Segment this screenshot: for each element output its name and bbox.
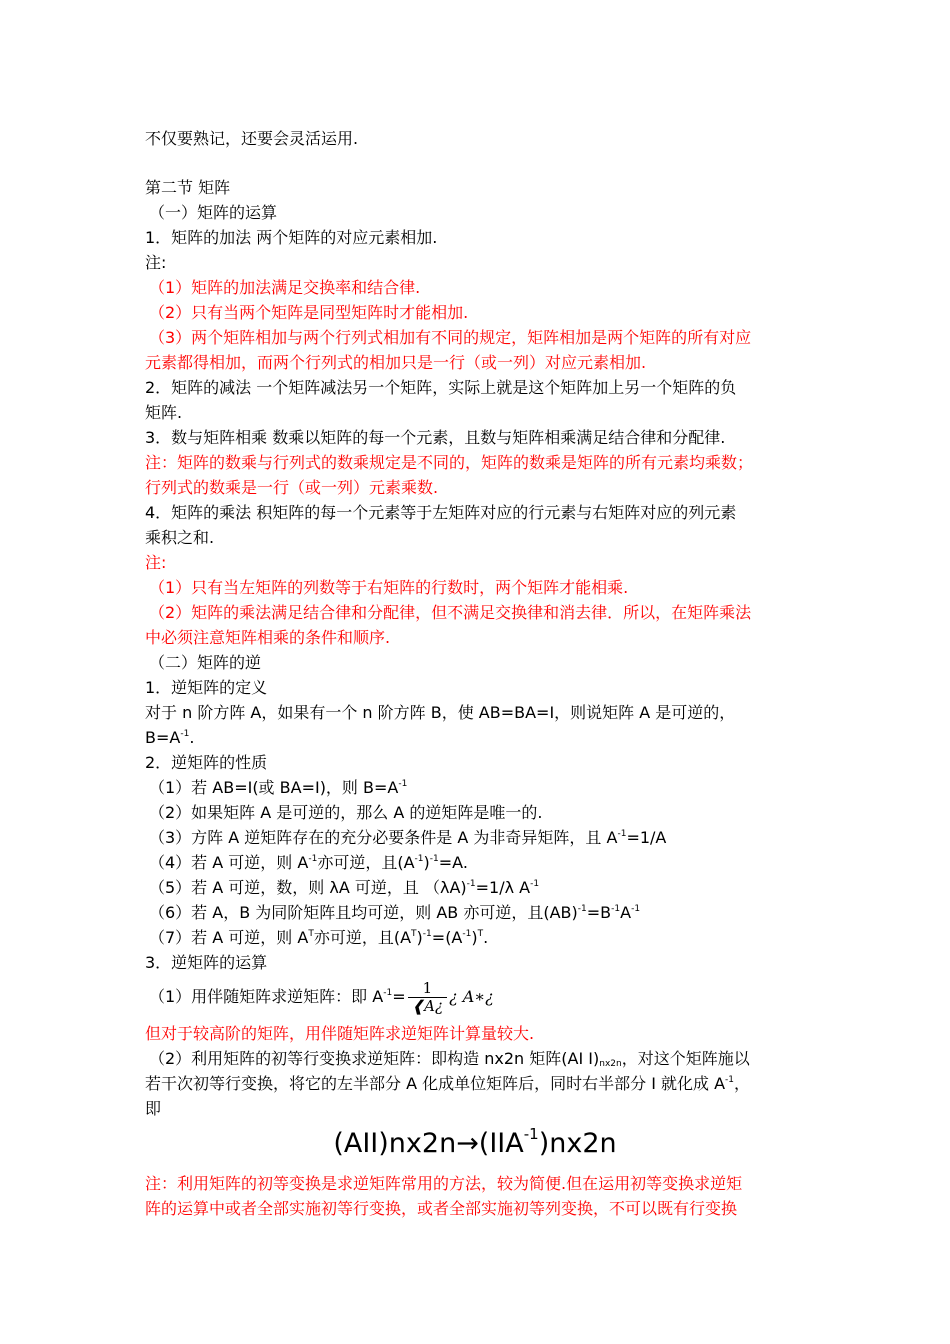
- subsection-heading-operations: （一）矩阵的运算: [149, 203, 278, 222]
- intro-text: 不仅要熟记，还要会灵活运用.: [145, 129, 359, 148]
- addition-title: 1．矩阵的加法 两个矩阵的对应元素相加.: [145, 228, 438, 247]
- scalar-title: 3．数与矩阵相乘 数乘以矩阵的每一个元素，且数与矩阵相乘满足结合律和分配律.: [145, 428, 726, 447]
- definition-title: 1．逆矩阵的定义: [145, 678, 268, 697]
- scalar-note-2: 行列式的数乘是一行（或一列）元素乘数.: [145, 478, 439, 497]
- subtraction-line-2: 矩阵.: [145, 403, 183, 422]
- row-transform-formula: $(AII)nx2n\to(IIA^{-1})nx2n$: [333, 1125, 617, 1159]
- final-note-2: 阵的运算中或者全部实施初等行变换，或者全部实施初等列变换，不可以既有行变换: [145, 1199, 738, 1218]
- properties-title: 2．逆矩阵的性质: [145, 753, 268, 772]
- final-note-1: 注：利用矩阵的初等变换是求逆矩阵常用的方法，较为简便.但在运用初等变换求逆矩: [145, 1174, 743, 1193]
- adjugate-method-note: 但对于较高阶的矩阵，用伴随矩阵求逆矩阵计算量较大.: [145, 1024, 535, 1043]
- multiplication-line-2: 乘积之和.: [145, 528, 215, 547]
- addition-note-1: （1）矩阵的加法满足交换率和结合律.: [149, 278, 421, 297]
- row-transform-line-3: 即: [145, 1099, 162, 1118]
- property-7: （7）若 A 可逆，则 $A^T$亦可逆，且$(A^T)^{-1}=(A^{-1})^T$.: [149, 928, 489, 947]
- multiplication-note-label: 注:: [145, 553, 167, 572]
- addition-note-3b: 元素都得相加，而两个行列式的相加只是一行（或一列）对应元素相加.: [145, 353, 647, 372]
- definition-line-2: $B=A^{-1}$.: [145, 728, 195, 747]
- addition-note-3a: （3）两个矩阵相加与两个行列式相加有不同的规定，矩阵相加是两个矩阵的所有对应: [149, 328, 752, 347]
- definition-line-1: 对于 n 阶方阵 A，如果有一个 n 阶方阵 B，使 AB=BA=I，则说矩阵 A 是可逆的，: [145, 703, 736, 722]
- row-transform-line-1: （2）利用矩阵的初等行变换求逆矩阵：即构造 nx2n 矩阵(AI $I)_{nx2n}$，对这个矩阵施以: [149, 1049, 750, 1069]
- property-4: （4）若 A 可逆，则 $A^{-1}$亦可逆，且$(A^{-1})^{-1}=A$.: [149, 853, 468, 872]
- addition-note-label: 注:: [145, 253, 167, 272]
- multiplication-line-1: 4．矩阵的乘法 积矩阵的每一个元素等于左矩阵对应的行元素与右矩阵对应的列元素: [145, 503, 737, 522]
- multiplication-note-1: （1）只有当左矩阵的列数等于右矩阵的行数时，两个矩阵才能相乘.: [149, 578, 629, 597]
- inverse-fraction: $\frac{1}{❰A¿}$: [408, 980, 447, 1015]
- subtraction-line-1: 2．矩阵的减法 一个矩阵减法另一个矩阵，实际上就是这个矩阵加上另一个矩阵的负: [145, 378, 737, 397]
- scalar-note-1: 注：矩阵的数乘与行列式的数乘规定是不同的，矩阵的数乘是矩阵的所有元素均乘数；: [145, 453, 754, 472]
- addition-note-2: （2）只有当两个矩阵是同型矩阵时才能相加.: [149, 303, 469, 322]
- multiplication-note-2b: 中必须注意矩阵相乘的条件和顺序.: [145, 628, 391, 647]
- row-transform-line-2: 若干次初等行变换，将它的左半部分 A 化成单位矩阵后，同时右半部分 I 就化成 $A^{-1}$，: [145, 1074, 751, 1093]
- multiplication-note-2a: （2）矩阵的乘法满足结合律和分配律，但不满足交换律和消去律．所以，在矩阵乘法: [149, 603, 752, 622]
- operations-title: 3．逆矩阵的运算: [145, 953, 268, 972]
- property-1: （1）若 AB=I(或 BA=I)，则 $B=A^{-1}$: [149, 778, 408, 797]
- section-heading: 第二节 矩阵: [145, 178, 231, 197]
- subsection-heading-inverse: （二）矩阵的逆: [149, 653, 262, 672]
- adjugate-method-line: （1）用伴随矩阵求逆矩阵：即 $A^{-1}=$ $\frac{1}{❰A¿}$ ¿ A∗¿: [149, 979, 494, 1015]
- property-5: （5）若 A 可逆，数，则 λA 可逆，且 （λA)$^{-1}$=1/λ $A^{-1}$: [149, 878, 540, 897]
- property-6: （6）若 A，B 为同阶矩阵且均可逆，则 AB 亦可逆，且$(AB)^{-1}=B^{-1}A^{-1}$: [149, 903, 641, 922]
- property-3: （3）方阵 A 逆矩阵存在的充分必要条件是 A 为非奇异矩阵，且 $A^{-1}=1/A$: [149, 828, 667, 847]
- property-2: （2）如果矩阵 A 是可逆的，那么 A 的逆矩阵是唯一的.: [149, 803, 543, 822]
